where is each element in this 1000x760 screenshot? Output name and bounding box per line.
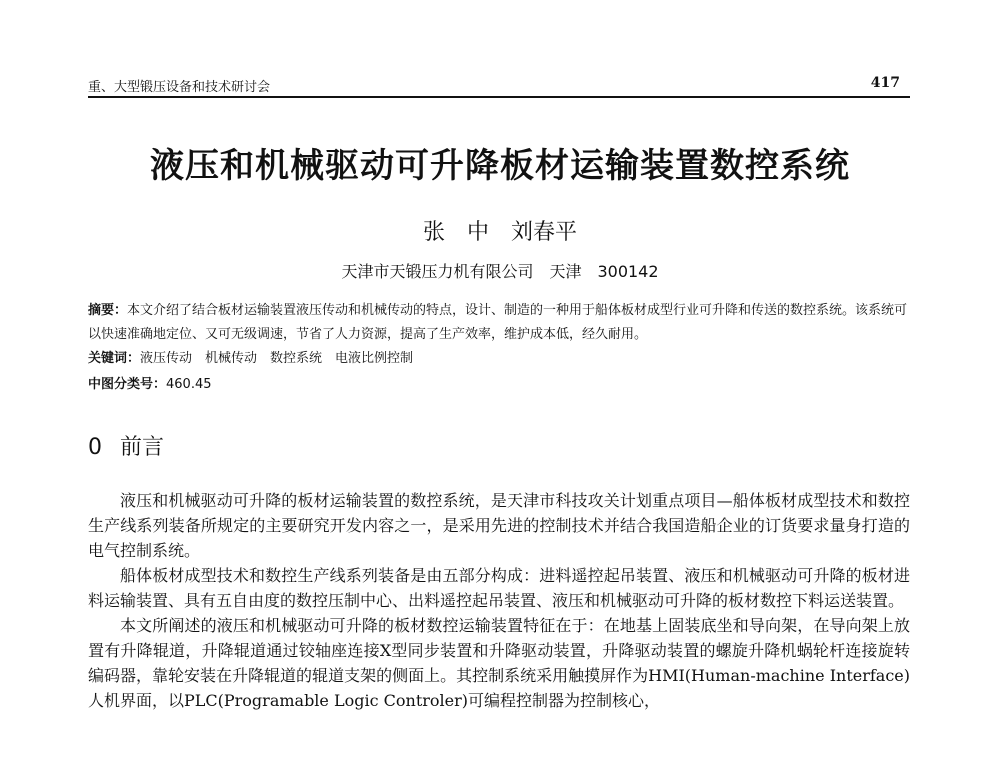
body-text <box>88 488 910 713</box>
paragraph: 液压和机械驱动可升降的板材运输装置的数控系统，是天津市科技攻关计划重点项目—船体板材成型技术和数控生产线系列装备所规定的主要研究开发内容之一，是采用先进的控制技术并结合我国造船企业的订货要求量身打造的电气控制系统。 <box>88 491 910 560</box>
keywords-label: 关键词： <box>88 351 141 366</box>
paragraph: 船体板材成型技术和数控生产线系列装备是由五部分构成：进料遥控起吊装置、液压和机械驱动可升降的板材进料运输装置、具有五自由度的数控压制中心、出料遥控起吊装置、液压和机械驱动可升降的板材数控下料运送装置。 <box>88 566 910 610</box>
classification-label: 中图分类号： <box>88 377 167 392</box>
running-head-title: 重、大型锻压设备和技术研讨会 <box>88 80 271 95</box>
keywords <box>88 347 910 371</box>
paragraph: 本文所阐述的液压和机械驱动可升降的板材数控运输装置特征在于：在地基上固装底坐和导向架，在导向架上放置有升降辊道，升降辊道通过铰轴座连接X型同步装置和升降驱动装置，升降驱动装置的螺旋升降机蜗轮杆连接旋转编码器，靠轮安装在升降辊道的辊道支架的侧面上。其控制系统采用触摸屏作为HMI(Human-machine Interface)人机界面，以PLC(Programable Logic Controler)可编程控制器为控制核心， <box>88 616 910 710</box>
author-list: 张 中 刘春平 <box>422 220 577 245</box>
keywords-text: 液压传动 机械传动 数控系统 电液比例控制 <box>140 351 414 366</box>
page-number: 417 <box>870 75 900 91</box>
classification-number <box>88 373 910 397</box>
running-header <box>88 74 910 98</box>
affiliation: 天津市天锻压力机有限公司 天津 300142 <box>341 262 659 281</box>
classification-text: 460.45 <box>166 377 212 392</box>
paper-title: 液压和机械驱动可升降板材运输装置数控系统 <box>150 146 850 186</box>
section-number: 0 <box>88 435 102 460</box>
section-title: 前言 <box>120 435 165 460</box>
section-heading <box>88 430 164 461</box>
abstract-label: 摘要： <box>88 303 128 318</box>
abstract <box>88 299 910 347</box>
abstract-text: 本文介绍了结合板材运输装置液压传动和机械传动的特点，设计、制造的一种用于船体板材成型行业可升降和传送的数控系统。该系统可以快速准确地定位、又可无级调速，节省了人力资源，提高了生产效率，维护成本低，经久耐用。 <box>88 303 908 342</box>
